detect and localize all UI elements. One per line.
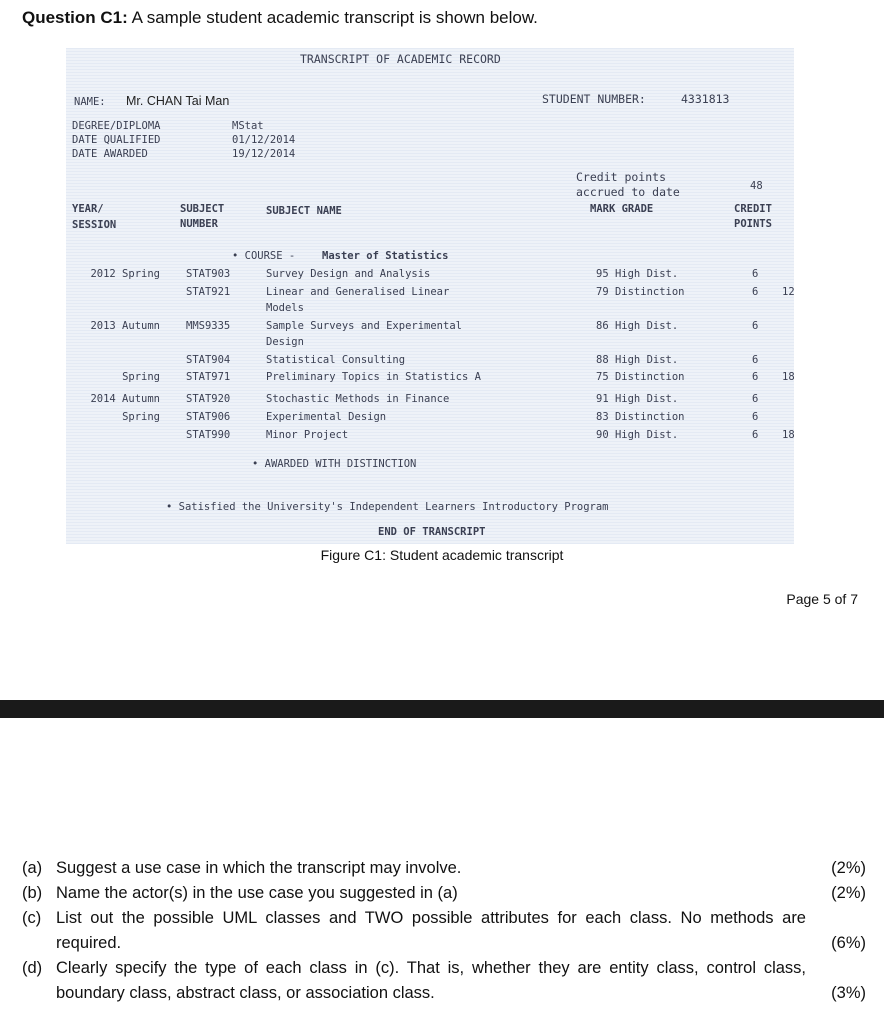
row-mark-grade: 83 Distinction [596, 411, 685, 423]
row-subject-code: STAT904 [186, 354, 231, 366]
row-subject-code: STAT990 [186, 429, 231, 441]
figure-caption: Figure C1: Student academic transcript [320, 547, 564, 563]
degree-value: MStat [232, 120, 264, 132]
row-credit: 6 [752, 411, 759, 423]
row-mark-grade: 79 Distinction [596, 286, 685, 298]
row-mark-grade: 75 Distinction [596, 371, 685, 383]
mark-b: (2%) [831, 884, 866, 902]
row-credit: 6 [752, 429, 759, 441]
col-credit-2: POINTS [734, 218, 772, 230]
row-subject-name: Linear and Generalised Linear [266, 286, 450, 298]
row-mark-grade: 95 High Dist. [596, 268, 679, 280]
page-number: Page 5 of 7 [786, 591, 858, 607]
row-credit: 6 [752, 371, 759, 383]
row-session: Spring [122, 411, 160, 423]
date-awarded-label: DATE AWARDED [72, 148, 148, 160]
course-name: Master of Statistics [322, 250, 449, 262]
col-year-1: YEAR/ [72, 203, 104, 215]
question-label: Question C1: [22, 8, 128, 27]
end-note: END OF TRANSCRIPT [378, 526, 486, 538]
row-subject-code: STAT906 [186, 411, 231, 423]
student-number-value: 4331813 [681, 92, 730, 106]
row-subject-name: Statistical Consulting [266, 354, 406, 366]
row-subject-code: MMS9335 [186, 320, 231, 332]
row-session: 2014 Autumn [90, 393, 160, 405]
sub-question-b: (b) Name the actor(s) in the use case you suggested in (a) (2%) [22, 881, 866, 906]
row-credit: 6 [752, 268, 759, 280]
row-subject-name: Stochastic Methods in Finance [266, 393, 450, 405]
col-subject-num-1: SUBJECT [180, 203, 225, 215]
row-subject-code: STAT903 [186, 268, 231, 280]
row-subject-code: STAT971 [186, 371, 231, 383]
row-subject-name: Experimental Design [266, 411, 387, 423]
col-year-2: SESSION [72, 219, 117, 231]
transcript-image [66, 48, 794, 544]
awarded-note: • AWARDED WITH DISTINCTION [252, 458, 417, 470]
row-credit: 6 [752, 393, 759, 405]
name-label: NAME: [74, 96, 106, 108]
mark-d: (3%) [831, 984, 866, 1002]
credit-accrued-value: 48 [750, 180, 763, 192]
date-awarded-value: 19/12/2014 [232, 148, 296, 160]
row-credit: 6 [752, 320, 759, 332]
col-subject-num-2: NUMBER [180, 218, 218, 230]
row-credit: 6 [752, 354, 759, 366]
row-subtotal: 18 [782, 429, 795, 441]
row-subtotal: 18 [782, 371, 795, 383]
student-number-label: STUDENT NUMBER: [542, 92, 646, 106]
sub-question-a: (a) Suggest a use case in which the transcript may involve. (2%) [22, 856, 866, 881]
mark-c: (6%) [831, 934, 866, 952]
row-session: Spring [122, 371, 160, 383]
question-text: A sample student academic transcript is shown below. [127, 8, 538, 27]
row-subject-code: STAT921 [186, 286, 231, 298]
credit-accrued-line2: accrued to date [576, 185, 680, 199]
row-subject-name: Design [266, 336, 304, 348]
col-subject-name: SUBJECT NAME [266, 205, 342, 217]
transcript-heading: TRANSCRIPT OF ACADEMIC RECORD [300, 52, 501, 66]
credit-accrued-line1: Credit points [576, 170, 667, 184]
row-session: 2012 Spring [90, 268, 160, 280]
question-title [22, 8, 538, 28]
row-subject-name: Sample Surveys and Experimental [266, 320, 462, 332]
sub-question-d: (d) Clearly specify the type of each class in (c). That is, whether they are entity class, control class, boundary class, abstract class, or association class. (3%) [22, 956, 866, 1006]
row-subtotal: 12 [782, 286, 795, 298]
row-subject-name: Models [266, 302, 304, 314]
mark-a: (2%) [831, 859, 866, 877]
name-value: Mr. CHAN Tai Man [126, 94, 230, 108]
date-qualified-value: 01/12/2014 [232, 134, 296, 146]
row-subject-name: Minor Project [266, 429, 349, 441]
col-mark-grade: MARK GRADE [590, 203, 654, 215]
row-session: 2013 Autumn [90, 320, 160, 332]
row-mark-grade: 86 High Dist. [596, 320, 679, 332]
date-qualified-label: DATE QUALIFIED [72, 134, 161, 146]
satisfied-note: • Satisfied the University's Independent Learners Introductory Program [166, 501, 609, 513]
row-mark-grade: 90 High Dist. [596, 429, 679, 441]
degree-label: DEGREE/DIPLOMA [72, 120, 161, 132]
row-subject-name: Survey Design and Analysis [266, 268, 431, 280]
course-bullet: • COURSE - [232, 250, 296, 262]
sub-questions [22, 856, 866, 1006]
row-credit: 6 [752, 286, 759, 298]
row-mark-grade: 91 High Dist. [596, 393, 679, 405]
page-divider [0, 700, 884, 718]
col-credit-1: CREDIT [734, 203, 772, 215]
sub-question-c: (c) List out the possible UML classes and TWO possible attributes for each class. No methods are required. (6%) [22, 906, 866, 956]
row-subject-code: STAT920 [186, 393, 231, 405]
row-subject-name: Preliminary Topics in Statistics A [266, 371, 481, 383]
row-mark-grade: 88 High Dist. [596, 354, 679, 366]
